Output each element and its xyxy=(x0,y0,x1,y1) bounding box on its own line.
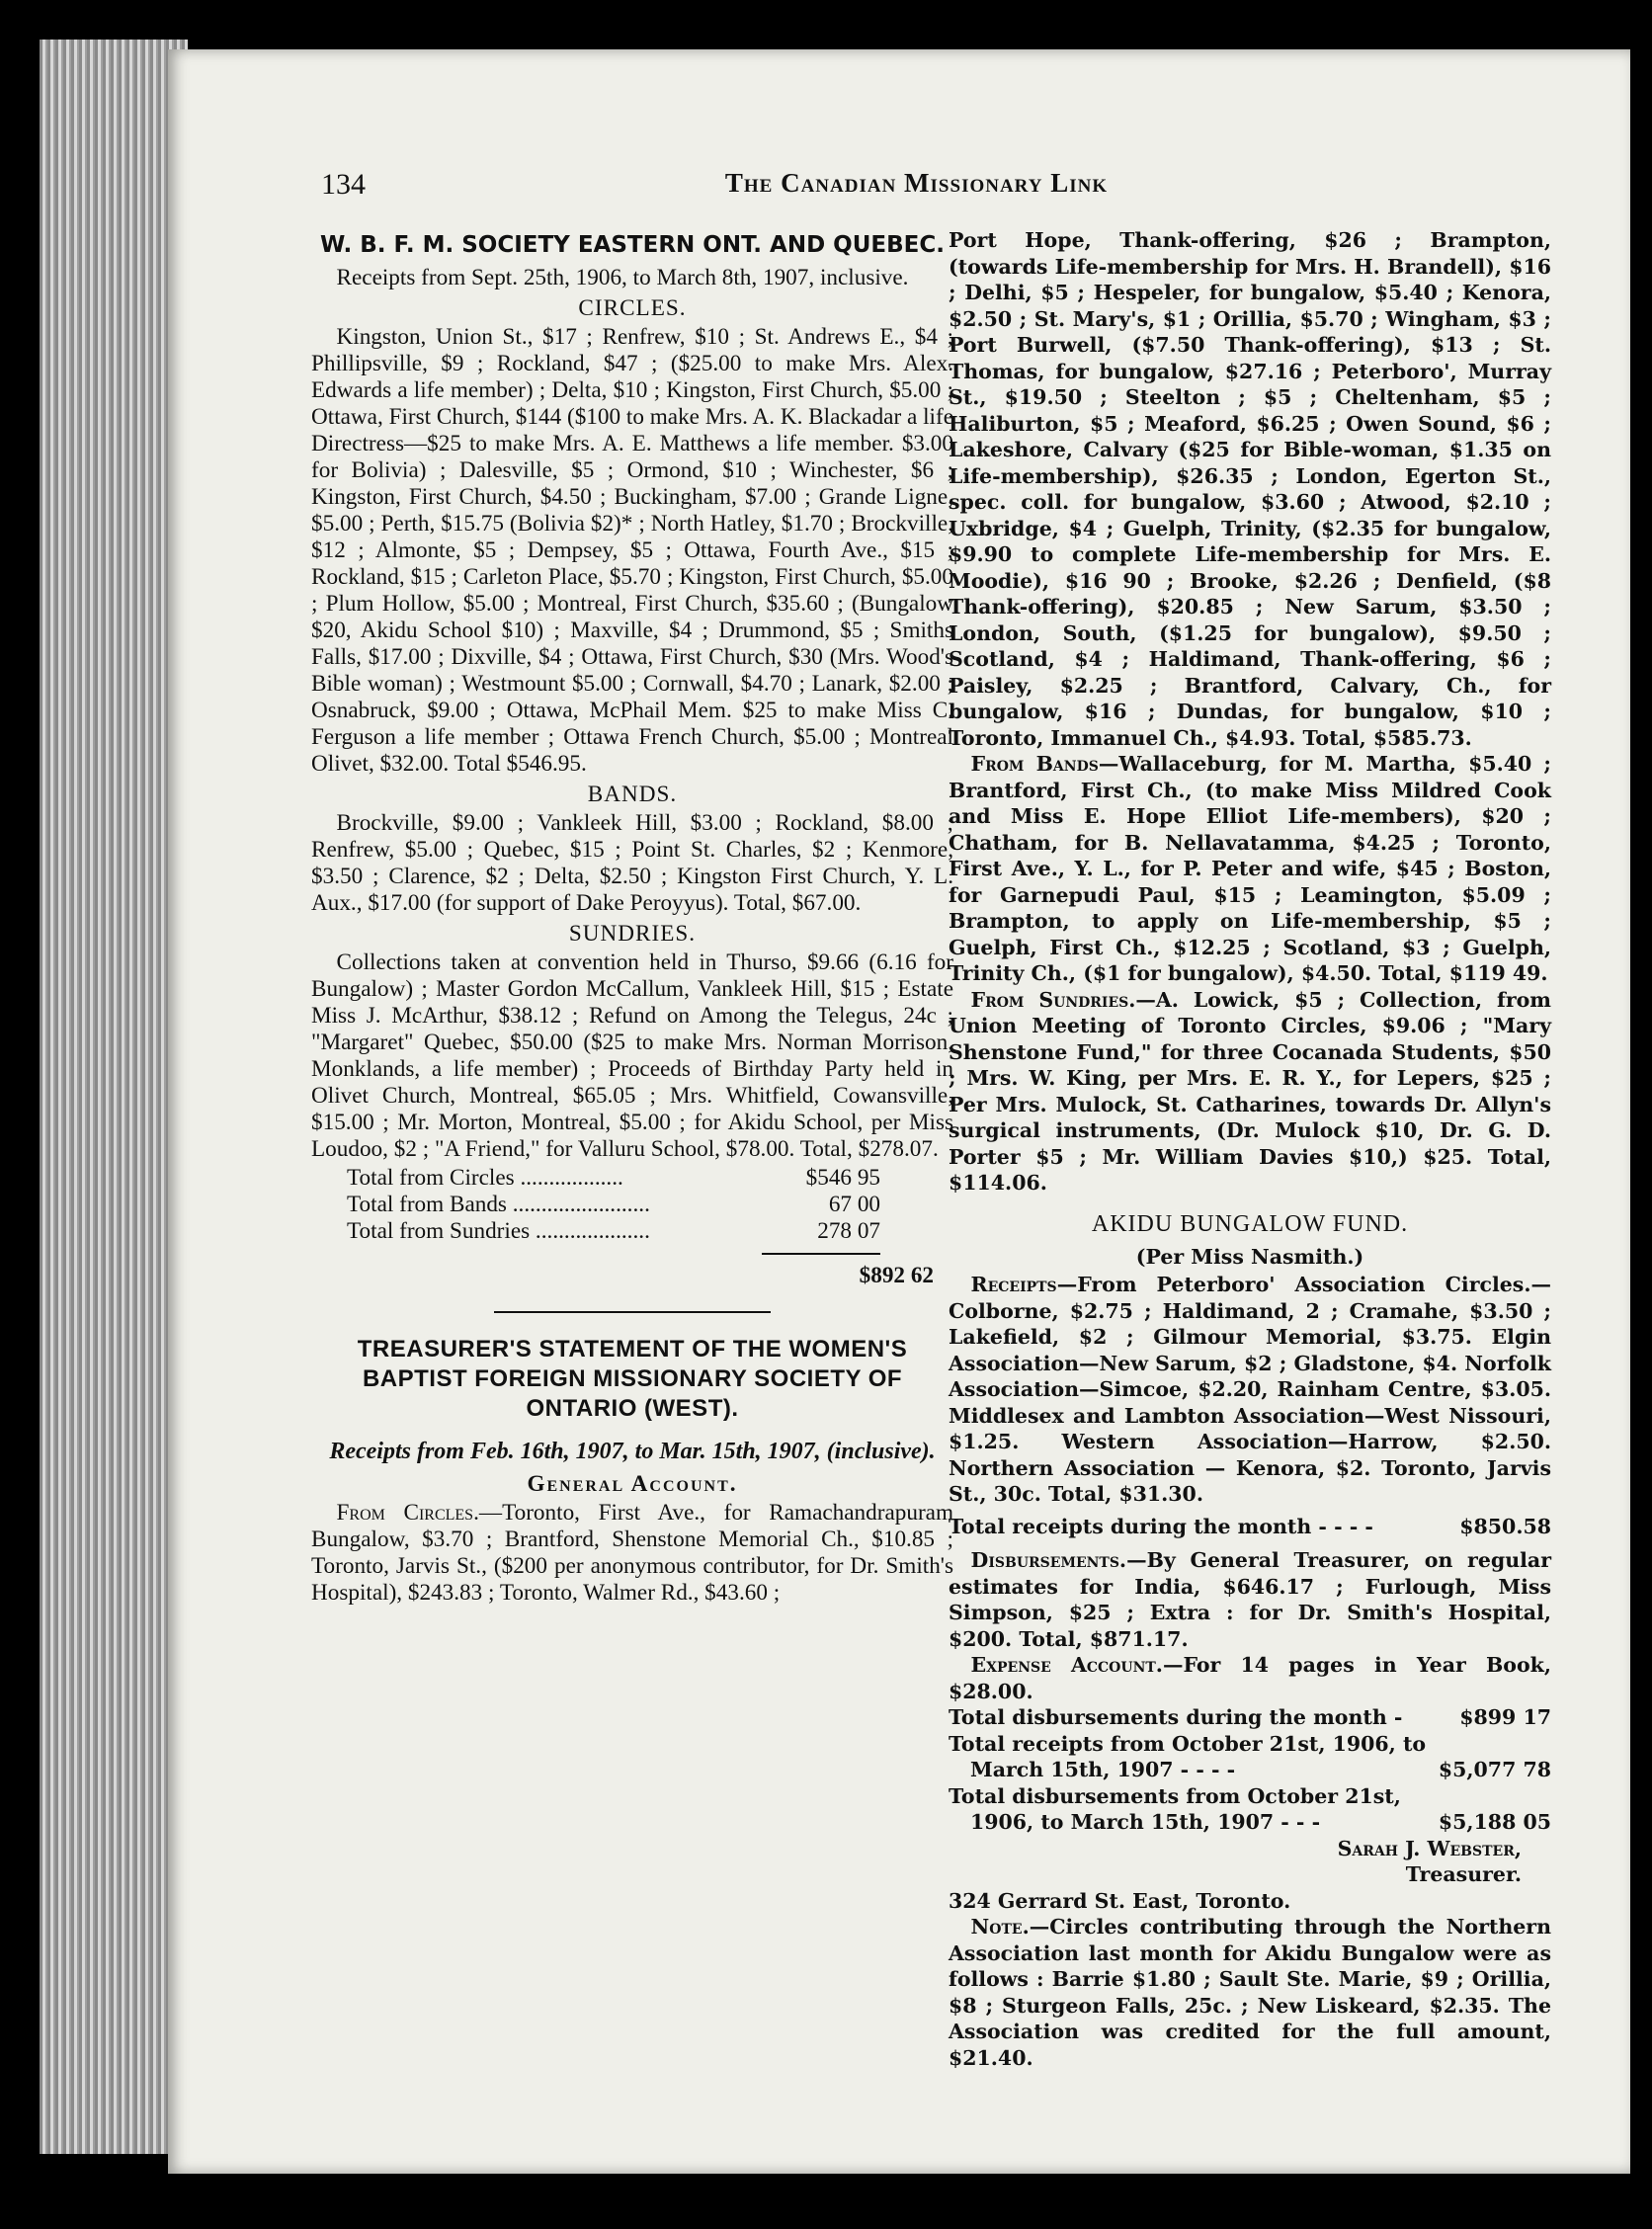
disbursements-label: Disbursements. xyxy=(970,1548,1127,1572)
expense-text: —For 14 pages in Year Book, $28.00. xyxy=(949,1653,1551,1703)
receipts-label: Receipts xyxy=(970,1273,1057,1296)
note-paragraph xyxy=(949,1914,1551,2071)
disbursements-paragraph xyxy=(949,1547,1551,1652)
total-receipts-oct-label: Total receipts from October 21st, 1906, to xyxy=(949,1731,1427,1756)
receipts-period: Receipts from Feb. 16th, 1907, to Mar. 15th, 1907, (inclusive). xyxy=(329,1439,936,1464)
book-page-edges xyxy=(40,40,188,2154)
sundries-title: SUNDRIES. xyxy=(568,921,697,947)
bands-text: Brockville, $9.00 ; Vankleek Hill, $3.00 ; Rockland, $8.00 ; Renfrew, $5.00 ; Quebec, $15 ; Point St. Charles, $2 ; Kenmore, $3.50 ; Clarence, $2 ; Delta, $2.50 ; Kingston First Church, Y. L. Aux., $17.00 (for support of Dake Peroyyus). Total, $67.00. xyxy=(311,810,953,916)
note-label: Note. xyxy=(970,1915,1030,1939)
akidu-subheading: (Per Miss Nasmith.) xyxy=(1135,1244,1364,1269)
expense-paragraph xyxy=(949,1652,1551,1704)
total-row xyxy=(347,1218,880,1245)
note-text: —Circles contributing through the Northern Association last month for Akidu Bungalow were as follows : Barrie $1.80 ; Sault Ste. Marie, $9 ; Orillia, $8 ; Sturgeon Falls, 25c. ; New Liskeard, $2.35. The Association was credited for the full amount, $21.40. xyxy=(949,1915,1551,2070)
right-column xyxy=(949,227,1551,2071)
journal-title: The Canadian Missionary Link xyxy=(724,168,1109,198)
total-row xyxy=(347,1192,880,1218)
signature-title: Treasurer. xyxy=(1405,1862,1522,1886)
total-disb-oct-amount: $5,188 05 xyxy=(1438,1810,1551,1834)
total-amount: $546 95 xyxy=(805,1165,880,1191)
from-circles-paragraph xyxy=(311,1500,953,1607)
from-circles-label: From Circles. xyxy=(336,1500,479,1526)
grand-total: $892 62 xyxy=(859,1263,934,1288)
expense-label: Expense Account. xyxy=(970,1653,1163,1677)
disbursements-text: —By General Treasurer, on regular estimates for India, $646.17 ; Furlough, Miss Simpson, $25 ; Extra : for Dr. Smith's Hospital, $200. Total, $871.17. xyxy=(949,1548,1551,1651)
total-amount: 67 00 xyxy=(828,1192,880,1217)
total-amount: 278 07 xyxy=(817,1218,880,1244)
from-sundries-paragraph xyxy=(949,987,1551,1197)
akidu-heading: AKIDU BUNGALOW FUND. xyxy=(1091,1210,1409,1237)
book-page xyxy=(168,49,1630,2174)
total-disbursements-row xyxy=(949,1704,1551,1731)
sundries-text: Collections taken at convention held in Thurso, $9.66 (6.16 for Bungalow) ; Master Gordon McCallum, Vankleek Hill, $15 ; Estate Miss J. McArthur, $38.12 ; Refund on Among the Telegus, 24c ; "Margaret" Quebec, $50.00 ($25 to make Mrs. Norman Morrison, Monklands, a life member) ; Proceeds of Birthday Party held in Olivet Church, Montreal, $65.05 ; Mrs. Whitfield, Cowansville, $15.00 ; Mr. Morton, Montreal, $5.00 ; for Akidu School, per Miss Loudoo, $2 ; "A Friend," for Valluru School, $78.00. Total, $278.07. xyxy=(311,949,953,1162)
sum-rule xyxy=(762,1253,880,1255)
total-disb-oct-row xyxy=(949,1809,1551,1836)
page-number: 134 xyxy=(321,168,366,201)
from-bands-label: From Bands xyxy=(970,752,1099,776)
total-receipts-label: Total receipts during the month - - - - xyxy=(949,1514,1373,1538)
address: 324 Gerrard St. East, Toronto. xyxy=(949,1888,1291,1913)
total-label: Total from Circles .................. xyxy=(347,1165,623,1191)
total-label: Total from Bands ........................ xyxy=(347,1192,650,1217)
left-column xyxy=(311,227,953,1607)
general-account-title: General Account. xyxy=(527,1471,738,1497)
total-receipts-amount: $850.58 xyxy=(1459,1514,1551,1538)
section-heading-eastern: W. B. F. M. SOCIETY EASTERN ONT. AND QUEBEC. xyxy=(320,232,945,258)
bands-title: BANDS. xyxy=(587,782,678,807)
total-receipts-oct-row xyxy=(949,1757,1551,1783)
total-disb-oct-label: Total disbursements from October 21st, xyxy=(949,1783,1401,1808)
running-head xyxy=(321,168,1512,207)
circles-text: Kingston, Union St., $17 ; Renfrew, $10 ; St. Andrews E., $4 ; Phillipsville, $9 ; Rockland, $47 ; ($25.00 to make Mrs. Alex. Edwards a life member) ; Delta, $10 ; Kingston, First Church, $5.00 ; Ottawa, First Church, $144 ($100 to make Mrs. A. K. Blackadar a life Directress—$25 to make Mrs. A. E. Matthews a life member. $3.00 for Bolivia) ; Dalesville, $5 ; Ormond, $10 ; Winchester, $6 ; Kingston, First Church, $4.50 ; Buckingham, $7.00 ; Grande Ligne, $5.00 ; Perth, $15.75 (Bolivia $2)* ; North Hatley, $1.70 ; Brockville, $12 ; Almonte, $5 ; Dempsey, $5 ; Ottawa, Fourth Ave., $15 ; Rockland, $15 ; Carleton Place, $5.70 ; Kingston, First Church, $5.00 ; Plum Hollow, $5.00 ; Montreal, First Church, $35.60 ; (Bungalow $20, Akidu School $10) ; Maxville, $4 ; Drummond, $5 ; Smiths Falls, $17.00 ; Dixville, $4 ; Ottawa, First Church, $30 (Mrs. Wood's Bible woman) ; Westmount $5.00 ; Cornwall, $4.70 ; Lanark, $2.00 ; Osnabruck, $9.00 ; Ottawa, McPhail Mem. $25 to make Miss C. Ferguson a life member ; Ottawa French Church, $5.00 ; Montreal Olivet, $32.00. Total $546.95. xyxy=(311,324,953,777)
total-receipts-oct-label2: March 15th, 1907 - - - - xyxy=(970,1758,1236,1781)
signature-name: Sarah J. Webster, xyxy=(1337,1836,1522,1860)
total-disbursements-label: Total disbursements during the month - xyxy=(949,1705,1403,1729)
receipts-text: —From Peterboro' Association Circles.—Colborne, $2.75 ; Haldimand, 2 ; Cramahe, $3.50 ; Lakefield, $2 ; Gilmour Memorial, $3.75. Elgin Association—New Sarum, $2 ; Gladstone, $4. Norfolk Association—Simcoe, $2.20, Rainham Centre, $3.05. Middlesex and Lambton Association—West Nissouri, $1.25. Western Association—Harrow, $2.50. Northern Association — Kenora, $2. Toronto, Jarvis St., 30c. Total, $31.30. xyxy=(949,1273,1551,1506)
section-divider xyxy=(494,1311,771,1313)
total-receipts-row xyxy=(949,1514,1551,1540)
from-sundries-text: —A. Lowick, $5 ; Collection, from Union Meeting of Toronto Circles, $9.06 ; "Mary Shenstone Fund," for three Cocanada Students, $50 ; Mrs. W. King, per Mrs. E. R. Y., for Lepers, $25 ; Per Mrs. Mulock, St. Catharines, towards Dr. Allyn's surgical instruments, (Dr. Mulock $10, Dr. G. D. Porter $5 ; Mr. William Davies $10,) $25. Total, $114.06. xyxy=(949,987,1551,1195)
receipts-intro: Receipts from Sept. 25th, 1906, to March 8th, 1907, inclusive. xyxy=(336,265,909,290)
from-bands-paragraph xyxy=(949,751,1551,987)
from-circles-text: —Toronto, First Ave., for Ramachandrapuram Bungalow, $3.70 ; Brantford, Shenstone Memorial Ch., $10.85 ; Toronto, Jarvis St., ($200 per anonymous contributor, for Dr. Smith's Hospital), $243.83 ; Toronto, Walmer Rd., $43.60 ; xyxy=(311,1500,953,1606)
circles-continued: Port Hope, Thank-offering, $26 ; Brampton, (towards Life-membership for Mrs. H. Brandell), $16 ; Delhi, $5 ; Hespeler, for bungalow, $5.40 ; Kenora, $2.50 ; St. Mary's, $1 ; Orillia, $5.70 ; Wingham, $3 ; Port Burwell, ($7.50 Thank-offering), $13 ; St. Thomas, for bungalow, $27.16 ; Peterboro', Murray St., $19.50 ; Steelton ; $5 ; Cheltenham, $5 ; Haliburton, $5 ; Meaford, $6.25 ; Owen Sound, $6 ; Lakeshore, Calvary ($25 for Bible-woman, $1.35 on Life-membership), $26.35 ; London, Egerton St., spec. coll. for bungalow, $3.60 ; Atwood, $2.10 ; Uxbridge, $4 ; Guelph, Trinity, ($2.35 for bungalow, $9.90 to complete Life-membership for Mrs. E. Moodie), $16 90 ; Brooke, $2.26 ; Denfield, ($8 Thank-offering), $20.85 ; New Sarum, $3.50 ; London, South, ($1.25 for bungalow), $9.50 ; Scotland, $4 ; Haldimand, Thank-offering, $6 ; Paisley, $2.25 ; Brantford, Calvary, Ch., for bungalow, $16 ; Dundas, for bungalow, $10 ; Toronto, Immanuel Ch., $4.93. Total, $585.73. xyxy=(949,228,1551,750)
receipts-paragraph xyxy=(949,1272,1551,1508)
circles-title: CIRCLES. xyxy=(578,295,687,321)
total-disbursements-amount: $899 17 xyxy=(1459,1705,1551,1729)
total-label: Total from Sundries .................... xyxy=(347,1218,650,1244)
total-receipts-oct-amount: $5,077 78 xyxy=(1438,1758,1551,1781)
from-bands-text: —Wallaceburg, for M. Martha, $5.40 ; Brantford, First Ch., (to make Miss Mildred Cook and Miss E. Hope Elliot Life-members), $20 ; Chatham, for B. Nellavatamma, $4.25 ; Toronto, First Ave., Y. L., for P. Peter and wife, $45 ; Boston, for Garnepudi Paul, $15 ; Leamington, $5.09 ; Brampton, to apply on Life-membership, $5 ; Guelph, First Ch., $12.25 ; Scotland, $3 ; Guelph, Trinity Ch., ($1 for bungalow), $4.50. Total, $119 49. xyxy=(949,752,1551,985)
treasurer-heading: TREASURER'S STATEMENT OF THE WOMEN'S BAPTIST FOREIGN MISSIONARY SOCIETY OF ONTARIO (WEST). xyxy=(357,1336,908,1422)
total-row xyxy=(347,1165,880,1192)
totals-table xyxy=(347,1165,880,1255)
from-sundries-label: From Sundries. xyxy=(970,987,1136,1012)
total-disb-oct-label2: 1906, to March 15th, 1907 - - - xyxy=(970,1810,1321,1834)
